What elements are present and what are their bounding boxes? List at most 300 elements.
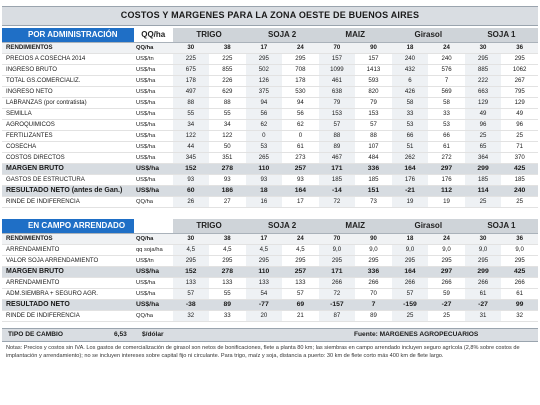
table-cell: 30	[465, 43, 502, 54]
table-cell: 53	[392, 120, 429, 131]
crop-header-soja2: SOJA 2	[246, 219, 319, 234]
unit-header: QQ/ha	[134, 28, 173, 43]
table-cell: 57	[392, 289, 429, 300]
crop-header-girasol: Girasol	[392, 219, 465, 234]
table-cell: 50	[209, 142, 246, 153]
table-cell: 266	[465, 278, 502, 289]
row-unit: US$/ha	[134, 278, 173, 289]
table-cell: 30	[465, 234, 502, 245]
table-cell: 66	[392, 131, 429, 142]
row-label: LABRANZAS (por contratista)	[2, 98, 134, 109]
table-cell: 171	[319, 164, 356, 175]
table-cell: 27	[209, 197, 246, 208]
table-cell: 129	[465, 98, 502, 109]
table-row	[2, 234, 538, 245]
table-cell: 33	[392, 109, 429, 120]
row-unit: US$/ha	[134, 164, 173, 175]
table-cell: 295	[282, 54, 319, 65]
table-cell: 57	[282, 289, 319, 300]
table-cell: 24	[282, 43, 319, 54]
table-cell: 272	[428, 153, 465, 164]
table-cell: 17	[246, 234, 283, 245]
table-cell: 17	[246, 43, 283, 54]
table-cell: 4,5	[246, 245, 283, 256]
table-cell: 9,0	[355, 245, 392, 256]
table-cell: 152	[173, 164, 210, 175]
table-cell: 267	[501, 76, 538, 87]
table-cell: 26	[173, 197, 210, 208]
row-label: AGROQUIMICOS	[2, 120, 134, 131]
table-cell: 33	[428, 109, 465, 120]
table-cell: 61	[428, 142, 465, 153]
table-cell: 33	[209, 311, 246, 322]
table-cell: 6	[392, 76, 429, 87]
table-cell: 88	[173, 98, 210, 109]
row-unit: qq soja/ha	[134, 245, 173, 256]
table-cell: 51	[392, 142, 429, 153]
table-cell: 56	[282, 109, 319, 120]
table-cell: 20	[246, 311, 283, 322]
table-cell: 112	[428, 186, 465, 197]
table-cell: 99	[501, 300, 538, 311]
table-cell: 9,0	[428, 245, 465, 256]
table-cell: 88	[355, 131, 392, 142]
table-cell: 4,5	[173, 245, 210, 256]
table-cell: -27	[428, 300, 465, 311]
table-cell: 295	[319, 256, 356, 267]
table-cell: 93	[246, 175, 283, 186]
table-cell: 34	[173, 120, 210, 131]
row-label: TOTAL GS.COMERCIALIZ.	[2, 76, 134, 87]
table-cell: 17	[282, 197, 319, 208]
row-label: COSECHA	[2, 142, 134, 153]
table-cell: 240	[428, 54, 465, 65]
table-cell: 62	[246, 120, 283, 131]
table-cell: -38	[173, 300, 210, 311]
table-cell: 157	[355, 54, 392, 65]
table-cell: 9,0	[501, 245, 538, 256]
table-cell: 96	[465, 120, 502, 131]
table-cell: 7	[428, 76, 465, 87]
table-administracion	[2, 28, 538, 208]
row-unit: QQ/ha	[134, 234, 173, 245]
table-cell: 49	[501, 109, 538, 120]
table-cell: 25	[501, 131, 538, 142]
crop-header-maiz: MAIZ	[319, 28, 392, 43]
table-cell: -77	[246, 300, 283, 311]
table-cell: 88	[319, 131, 356, 142]
table-cell: 336	[355, 164, 392, 175]
row-unit: US$/ha	[134, 98, 173, 109]
table-cell: 34	[209, 120, 246, 131]
row-unit: US$/ha	[134, 87, 173, 98]
table-cell: 7	[355, 300, 392, 311]
row-unit: US$/tn	[134, 256, 173, 267]
header-row	[2, 219, 538, 234]
row-unit: US$/ha	[134, 120, 173, 131]
table-cell: 225	[209, 54, 246, 65]
table-cell: 297	[428, 267, 465, 278]
exchange-value: 6,53	[114, 331, 127, 338]
table-cell: 266	[355, 278, 392, 289]
table-row	[2, 76, 538, 87]
row-label: RESULTADO NETO	[2, 300, 134, 311]
table-row	[2, 175, 538, 186]
table-cell: 110	[246, 267, 283, 278]
table-cell: 107	[355, 142, 392, 153]
row-label: ARRENDAMIENTO	[2, 245, 134, 256]
table-row	[2, 197, 538, 208]
table-cell: 44	[173, 142, 210, 153]
table-cell: 164	[392, 164, 429, 175]
table-cell: 122	[173, 131, 210, 142]
table-cell: 569	[428, 87, 465, 98]
table-cell: 56	[246, 109, 283, 120]
table-cell: 16	[246, 197, 283, 208]
row-unit: US$/ha	[134, 186, 173, 197]
table-cell: 176	[392, 175, 429, 186]
table-cell: 53	[428, 120, 465, 131]
table-cell: 72	[319, 197, 356, 208]
table-cell: 19	[428, 197, 465, 208]
table-cell: 110	[246, 164, 283, 175]
table-cell: 133	[282, 278, 319, 289]
table-cell: 295	[501, 256, 538, 267]
table-cell: 73	[355, 197, 392, 208]
row-unit: US$/tn	[134, 54, 173, 65]
table-cell: 62	[282, 120, 319, 131]
table-cell: 58	[392, 98, 429, 109]
table-cell: 171	[319, 267, 356, 278]
table-cell: 295	[392, 256, 429, 267]
table-cell: 226	[209, 76, 246, 87]
table-cell: -21	[392, 186, 429, 197]
table-cell: 60	[173, 186, 210, 197]
table-row	[2, 311, 538, 322]
table-cell: 266	[501, 278, 538, 289]
crop-header-soja1: SOJA 1	[465, 219, 538, 234]
row-label: RINDE DE INDIFERENCIA	[2, 311, 134, 322]
table-cell: 70	[355, 289, 392, 300]
table-cell: 855	[209, 65, 246, 76]
table-row	[2, 289, 538, 300]
table-cell: 364	[465, 153, 502, 164]
notes-text: Notas: Precios y costos sin IVA. Los gastos de comercialización de girasol son netos de bonificaciones, flete a planta 80 km; las siembras en campo arrendado incluyen seguro agrícola (2,8% sobre costos de implantación y arrendamiento); no se incluyen intereses sobre capital fijo ni circulante. Para trigo, maíz y soja, distancia a puerto: 30 km de flete corto más 400 km de flete largo.	[6, 345, 520, 359]
table-cell: 153	[319, 109, 356, 120]
table-cell: 530	[282, 87, 319, 98]
table-cell: 1062	[501, 65, 538, 76]
table-cell: 370	[501, 153, 538, 164]
table-row	[2, 256, 538, 267]
row-unit: US$/ha	[134, 289, 173, 300]
table-cell: 497	[173, 87, 210, 98]
table-cell: 295	[355, 256, 392, 267]
table-cell: 257	[282, 267, 319, 278]
table-cell: 133	[246, 278, 283, 289]
crop-header-trigo: TRIGO	[173, 28, 246, 43]
table-cell: 30	[173, 234, 210, 245]
table-cell: -157	[319, 300, 356, 311]
table-row	[2, 267, 538, 278]
table-cell: 30	[173, 43, 210, 54]
table-cell: 885	[465, 65, 502, 76]
table-cell: 795	[501, 87, 538, 98]
exchange-bar	[2, 328, 538, 342]
table-row	[2, 142, 538, 153]
row-unit: US$/ha	[134, 267, 173, 278]
table-cell: 152	[173, 267, 210, 278]
table-cell: 36	[501, 234, 538, 245]
table-cell: 65	[465, 142, 502, 153]
table-row	[2, 153, 538, 164]
row-unit: QQ/ha	[134, 43, 173, 54]
table-cell: 79	[355, 98, 392, 109]
table-cell: 675	[173, 65, 210, 76]
row-label: MARGEN BRUTO	[2, 267, 134, 278]
table-cell: 273	[282, 153, 319, 164]
table-cell: 133	[209, 278, 246, 289]
table-row	[2, 87, 538, 98]
table-cell: 151	[355, 186, 392, 197]
row-unit: US$/ha	[134, 142, 173, 153]
table-cell: 222	[465, 76, 502, 87]
table-cell: 61	[282, 142, 319, 153]
table-cell: 58	[428, 98, 465, 109]
table-cell: 88	[209, 98, 246, 109]
row-label: COSTOS DIRECTOS	[2, 153, 134, 164]
table-cell: 54	[246, 289, 283, 300]
table-cell: 638	[319, 87, 356, 98]
table-cell: 25	[501, 197, 538, 208]
table-cell: 629	[209, 87, 246, 98]
table-cell: 24	[428, 234, 465, 245]
table-cell: 225	[173, 54, 210, 65]
table-cell: 663	[465, 87, 502, 98]
row-label: MARGEN BRUTO	[2, 164, 134, 175]
table-row	[2, 278, 538, 289]
table-cell: 18	[392, 43, 429, 54]
table-cell: 185	[319, 175, 356, 186]
table-cell: 96	[501, 120, 538, 131]
table-cell: 185	[501, 175, 538, 186]
table-row	[2, 300, 538, 311]
table-cell: 295	[465, 54, 502, 65]
unit-header	[134, 219, 173, 234]
table-cell: 278	[209, 267, 246, 278]
row-unit: QQ/ha	[134, 197, 173, 208]
table-cell: 262	[392, 153, 429, 164]
table-cell: 593	[355, 76, 392, 87]
table-cell: 176	[428, 175, 465, 186]
exchange-label: TIPO DE CAMBIO	[8, 331, 63, 338]
table-cell: -14	[319, 186, 356, 197]
table-cell: 55	[209, 289, 246, 300]
table-cell: 265	[246, 153, 283, 164]
table-cell: 425	[501, 267, 538, 278]
table-cell: 53	[246, 142, 283, 153]
table-cell: 55	[173, 109, 210, 120]
table-cell: 467	[319, 153, 356, 164]
row-label: RESULTADO NETO (antes de Gan.)	[2, 186, 134, 197]
table-cell: 336	[355, 267, 392, 278]
table-cell: 185	[465, 175, 502, 186]
table-cell: 4,5	[209, 245, 246, 256]
table-cell: 70	[319, 43, 356, 54]
table-cell: 18	[246, 186, 283, 197]
table-cell: 21	[282, 311, 319, 322]
table-cell: 55	[209, 109, 246, 120]
table-cell: 70	[319, 234, 356, 245]
table-cell: 18	[392, 234, 429, 245]
row-label: INGRESO NETO	[2, 87, 134, 98]
table-cell: 0	[282, 131, 319, 142]
table-cell: 59	[428, 289, 465, 300]
row-unit: US$/ha	[134, 131, 173, 142]
table-cell: 133	[173, 278, 210, 289]
table-cell: 71	[501, 142, 538, 153]
table-cell: 72	[319, 289, 356, 300]
table-cell: 240	[392, 54, 429, 65]
row-label: GASTOS DE ESTRUCTURA	[2, 175, 134, 186]
table-cell: 31	[465, 311, 502, 322]
table-cell: 32	[501, 311, 538, 322]
table-cell: 1413	[355, 65, 392, 76]
table-cell: 295	[209, 256, 246, 267]
table-row	[2, 164, 538, 175]
table-cell: 69	[282, 300, 319, 311]
table-body-administracion	[2, 28, 538, 208]
exchange-unit: $/dólar	[142, 331, 164, 338]
row-unit: US$/ha	[134, 175, 173, 186]
table-cell: 295	[246, 256, 283, 267]
table-cell: 57	[173, 289, 210, 300]
table-cell: 90	[355, 43, 392, 54]
table-body-arrendado	[2, 219, 538, 322]
table-cell: 426	[392, 87, 429, 98]
table-cell: 61	[501, 289, 538, 300]
table-cell: 240	[501, 186, 538, 197]
table-cell: 266	[392, 278, 429, 289]
table-cell: 295	[501, 54, 538, 65]
table-row	[2, 98, 538, 109]
table-cell: 90	[355, 234, 392, 245]
table-cell: 461	[319, 76, 356, 87]
table-cell: 295	[246, 54, 283, 65]
source-text: Fuente: MARGENES AGROPECUARIOS	[354, 331, 479, 338]
table-cell: 257	[282, 164, 319, 175]
table-cell: 297	[428, 164, 465, 175]
table-cell: 87	[319, 311, 356, 322]
table-row	[2, 65, 538, 76]
table-cell: 502	[246, 65, 283, 76]
table-cell: 295	[282, 256, 319, 267]
row-label: PRECIOS A COSECHA 2014	[2, 54, 134, 65]
crop-header-girasol: Girasol	[392, 28, 465, 43]
table-cell: 25	[428, 311, 465, 322]
table-cell: 129	[501, 98, 538, 109]
header-row	[2, 28, 538, 43]
table-cell: 57	[355, 120, 392, 131]
table-cell: 94	[282, 98, 319, 109]
table-cell: 295	[465, 256, 502, 267]
table-cell: 9,0	[319, 245, 356, 256]
table-cell: 295	[173, 256, 210, 267]
table-cell: 164	[392, 267, 429, 278]
row-label: ADM.SIEMBRA + SEGURO AGR.	[2, 289, 134, 300]
table-cell: 9,0	[465, 245, 502, 256]
table-cell: 576	[428, 65, 465, 76]
page-title: COSTOS Y MARGENES PARA LA ZONA OESTE DE BUENOS AIRES	[2, 6, 538, 26]
table-cell: 94	[246, 98, 283, 109]
table-cell: 38	[209, 43, 246, 54]
table-row	[2, 109, 538, 120]
table-cell: 79	[319, 98, 356, 109]
table-cell: 164	[282, 186, 319, 197]
table-cell: 157	[319, 54, 356, 65]
table-cell: 24	[282, 234, 319, 245]
table-row	[2, 186, 538, 197]
row-label: RINDE DE INDIFERENCIA	[2, 197, 134, 208]
table-cell: 9,0	[392, 245, 429, 256]
table-cell: 32	[173, 311, 210, 322]
table-cell: 25	[465, 197, 502, 208]
section-heading: POR ADMINISTRACIÓN	[2, 28, 134, 43]
table-row	[2, 43, 538, 54]
table-cell: 114	[465, 186, 502, 197]
table-cell: -159	[392, 300, 429, 311]
table-cell: 24	[428, 43, 465, 54]
table-row	[2, 245, 538, 256]
table-cell: 425	[501, 164, 538, 175]
row-label: RENDIMIENTOS	[2, 43, 134, 54]
table-cell: 266	[428, 278, 465, 289]
row-unit: US$/ha	[134, 153, 173, 164]
table-cell: 186	[209, 186, 246, 197]
table-cell: 93	[173, 175, 210, 186]
table-cell: 178	[282, 76, 319, 87]
table-cell: 38	[209, 234, 246, 245]
table-cell: 153	[355, 109, 392, 120]
table-row	[2, 131, 538, 142]
table-cell: 178	[173, 76, 210, 87]
table-cell: 351	[209, 153, 246, 164]
table-cell: -27	[465, 300, 502, 311]
table-row	[2, 120, 538, 131]
table-cell: 708	[282, 65, 319, 76]
table-cell: 66	[428, 131, 465, 142]
table-cell: 820	[355, 87, 392, 98]
table-cell: 36	[501, 43, 538, 54]
row-unit: QQ/ha	[134, 311, 173, 322]
table-cell: 89	[209, 300, 246, 311]
table-cell: 126	[246, 76, 283, 87]
row-unit: US$/ha	[134, 76, 173, 87]
table-cell: 4,5	[282, 245, 319, 256]
table-cell: 61	[465, 289, 502, 300]
row-label: FERTILIZANTES	[2, 131, 134, 142]
table-cell: 25	[392, 311, 429, 322]
table-cell: 278	[209, 164, 246, 175]
table-row	[2, 54, 538, 65]
crop-header-maiz: MAIZ	[319, 219, 392, 234]
table-cell: 1099	[319, 65, 356, 76]
crop-header-soja1: SOJA 1	[465, 28, 538, 43]
row-label: INGRESO BRUTO	[2, 65, 134, 76]
row-label: SEMILLA	[2, 109, 134, 120]
table-cell: 375	[246, 87, 283, 98]
row-label: RENDIMIENTOS	[2, 234, 134, 245]
table-cell: 484	[355, 153, 392, 164]
